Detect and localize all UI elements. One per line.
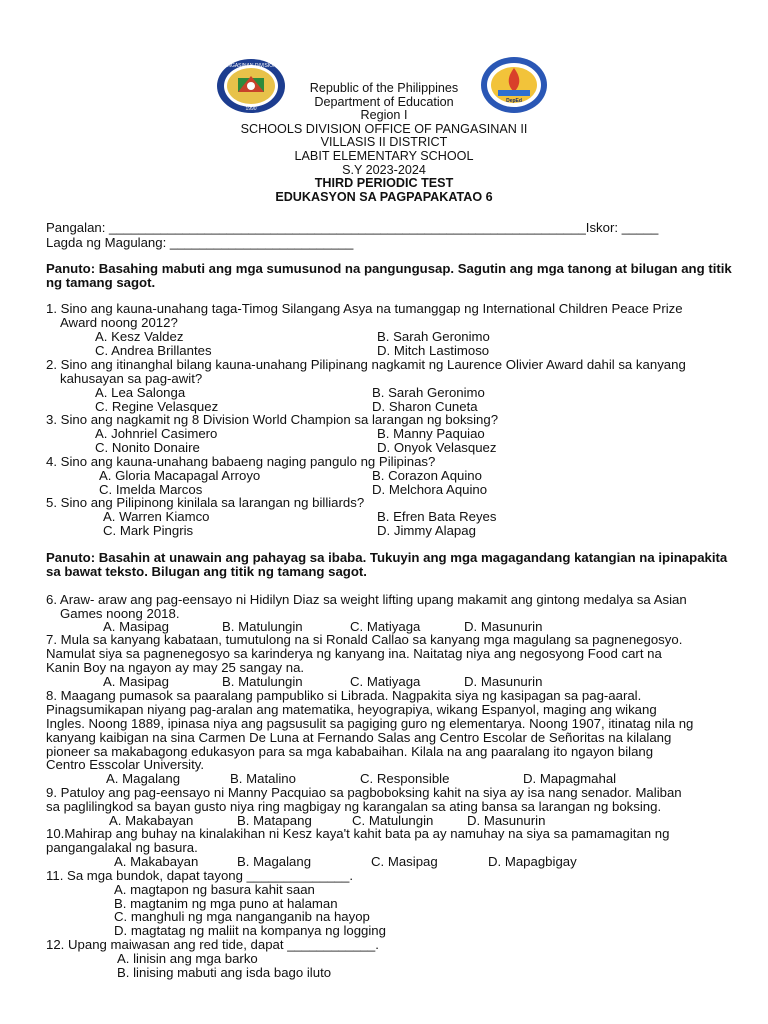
q8-choice-a[interactable]: A. Magalang <box>106 771 181 786</box>
q10-choice-b[interactable]: B. Magalang <box>237 854 312 869</box>
q6-choice-d[interactable]: D. Masunurin <box>464 619 543 634</box>
q1-choice-b[interactable]: B. Sarah Geronimo <box>377 329 490 344</box>
header-republic: Republic of the Philippines <box>309 81 459 95</box>
q6-choice-c[interactable]: C. Matiyaga <box>350 619 421 634</box>
document-header <box>0 82 768 204</box>
question-8-text-cont4: pioneer sa makabagong edukasyon para sa mga kababaihan. Kilala na ang paaralang ito ngayon bilang <box>46 744 654 759</box>
question-9-text-cont: sa paglilingkod sa bayan gusto niya ring magbigay ng karangalan sa ating bansa sa larangan ng boksing. <box>46 799 662 814</box>
q4-choice-a[interactable]: A. Gloria Macapagal Arroyo <box>99 468 261 483</box>
header-school-year: S.Y 2023-2024 <box>342 162 426 177</box>
q5-choice-c[interactable]: C. Mark Pingris <box>103 523 194 538</box>
q1-choice-d[interactable]: D. Mitch Lastimoso <box>377 343 490 358</box>
question-7-text: 7. Mula sa kanyang kabataan, tumutulong na si Ronald Callao sa kanyang mga magulang sa pagnenegosyo. <box>46 632 683 647</box>
name-score-field[interactable]: Pangalan: _________________________________________________________________Iskor: _____ <box>46 220 659 235</box>
header-district: VILLASIS II DISTRICT <box>320 135 448 150</box>
q9-choice-c[interactable]: C. Matulungin <box>352 813 434 828</box>
q7-choice-a[interactable]: A. Masipag <box>103 674 169 689</box>
instructions-part1: Panuto: Basahing mabuti ang mga sumusunod na pangungusap. Sagutin ang mga tanong at bilugan ang titik ng tamang sagot. <box>46 261 732 290</box>
q11-choice-a[interactable]: A. magtapon ng basura kahit saan <box>114 882 315 897</box>
q1-choice-c[interactable]: C. Andrea Brillantes <box>95 343 212 358</box>
question-1-text: 1. Sino ang kauna-unahang taga-Timog Silangang Asya na tumanggap ng International Children Peace Prize <box>46 301 683 316</box>
q10-choice-a[interactable]: A. Makabayan <box>114 854 199 869</box>
q5-choice-d[interactable]: D. Jimmy Alapag <box>377 523 476 538</box>
left-logo-text: PANGASINAN DIVISION II <box>221 63 281 69</box>
question-7-text-cont2: Kanin Boy na ngayon ay may 25 sangay na. <box>46 660 305 675</box>
question-3-text: 3. Sino ang nagkamit ng 8 Division World Champion sa larangan ng boksing? <box>46 412 499 427</box>
question-5-text: 5. Sino ang Pilipinong kinilala sa larangan ng billiards? <box>46 495 365 510</box>
question-6-text-cont: Games noong 2018. <box>60 606 180 621</box>
right-logo-text: DepEd <box>506 98 522 104</box>
header-department: Department of Education <box>314 94 454 109</box>
q8-choice-b[interactable]: B. Matalino <box>230 771 296 786</box>
question-7-text-cont1: Namulat siya sa pagnenegosyo sa karinderya ng kanyang ina. Naitatag niya ang negosyong Food cart na <box>46 646 662 661</box>
question-10-text-cont: pangangalakal ng basura. <box>46 840 198 855</box>
q11-choice-d[interactable]: D. magtatag ng maliit na kompanya ng logging <box>114 923 386 938</box>
question-11-text: 11. Sa mga bundok, dapat tayong ______________. <box>46 868 353 883</box>
q2-choice-d[interactable]: D. Sharon Cuneta <box>372 399 478 414</box>
header-school: LABIT ELEMENTARY SCHOOL <box>294 148 474 163</box>
question-8-text: 8. Maagang pumasok sa paaralang pampubliko si Librada. Nagpakita siya ng kasipagan sa pag-aaral. <box>46 688 642 703</box>
q2-choice-a[interactable]: A. Lea Salonga <box>95 385 186 400</box>
q4-choice-d[interactable]: D. Melchora Aquino <box>372 482 488 497</box>
q5-choice-a[interactable]: A. Warren Kiamco <box>103 509 210 524</box>
q1-choice-a[interactable]: A. Kesz Valdez <box>95 329 184 344</box>
q8-choice-c[interactable]: C. Responsible <box>360 771 450 786</box>
question-8-text-cont1: Pinagsumikapan niyang pag-aralan ang matematika, heyograpiya, wikang Espanyol, maging ang wikang <box>46 702 657 717</box>
q7-choice-c[interactable]: C. Matiyaga <box>350 674 421 689</box>
q6-choice-b[interactable]: B. Matulungin <box>222 619 303 634</box>
subject-title: EDUKASYON SA PAGPAPAKATAO 6 <box>275 189 493 204</box>
left-logo-year: 1990 <box>245 106 257 112</box>
q9-choice-b[interactable]: B. Matapang <box>237 813 312 828</box>
q6-choice-a[interactable]: A. Masipag <box>103 619 169 634</box>
parent-signature-field[interactable]: Lagda ng Magulang: _________________________ <box>46 235 354 250</box>
question-8-text-cont2: Ingles. Noong 1889, ipinasa niya ang pagsusulit sa pagiging guro ng elementarya. Noong 1907, itinatag nila ng <box>46 716 694 731</box>
q9-choice-d[interactable]: D. Masunurin <box>467 813 546 828</box>
question-4-text: 4. Sino ang kauna-unahang babaeng naging pangulo ng Pilipinas? <box>46 454 436 469</box>
q4-choice-c[interactable]: C. Imelda Marcos <box>99 482 203 497</box>
q2-choice-c[interactable]: C. Regine Velasquez <box>95 399 219 414</box>
test-title: THIRD PERIODIC TEST <box>314 176 454 191</box>
question-9-text: 9. Patuloy ang pag-eensayo ni Manny Pacquiao sa pagboboksing kahit na siya ay isa nang senador. Maliban <box>46 785 682 800</box>
header-region: Region I <box>360 108 408 123</box>
q5-choice-b[interactable]: B. Efren Bata Reyes <box>377 509 497 524</box>
question-10-text: 10.Mahirap ang buhay na kinalakihan ni Kesz kaya't kahit bata pa ay namuhay na siya sa pamamagitan ng <box>46 826 670 841</box>
question-8-text-cont3: kanyang kaibigan na sina Carmen De Luna at Fernando Salas ang Centro Escolar de Señoritas na kilalang <box>46 730 672 745</box>
q12-choice-b[interactable]: B. linising mabuti ang isda bago iluto <box>117 965 332 980</box>
q3-choice-a[interactable]: A. Johnriel Casimero <box>95 426 218 441</box>
q12-choice-a[interactable]: A. linisin ang mga barko <box>117 951 258 966</box>
q7-choice-d[interactable]: D. Masunurin <box>464 674 543 689</box>
q11-choice-b[interactable]: B. magtanim ng mga puno at halaman <box>114 896 338 911</box>
instructions-part2: Panuto: Basahin at unawain ang pahayag sa ibaba. Tukuyin ang mga magagandang katangian na ipinapakita sa bawat teksto. Bilugan ang titik ng tamang sagot. <box>46 550 728 579</box>
q4-choice-b[interactable]: B. Corazon Aquino <box>372 468 482 483</box>
question-2-text: 2. Sino ang itinanghal bilang kauna-unahang Pilipinang nagkamit ng Laurence Olivier Award dahil sa kanyang <box>46 357 686 372</box>
question-1-text-cont: Award noong 2012? <box>60 315 178 330</box>
header-division: SCHOOLS DIVISION OFFICE OF PANGASINAN II <box>240 121 528 136</box>
q3-choice-d[interactable]: D. Onyok Velasquez <box>377 440 497 455</box>
q3-choice-b[interactable]: B. Manny Paquiao <box>377 426 485 441</box>
q7-choice-b[interactable]: B. Matulungin <box>222 674 303 689</box>
q9-choice-a[interactable]: A. Makabayan <box>109 813 194 828</box>
q10-choice-d[interactable]: D. Mapagbigay <box>488 854 577 869</box>
question-12-text: 12. Upang maiwasan ang red tide, dapat ____________. <box>46 937 379 952</box>
q11-choice-c[interactable]: C. manghuli ng mga nanganganib na hayop <box>114 909 370 924</box>
q10-choice-c[interactable]: C. Masipag <box>371 854 438 869</box>
q8-choice-d[interactable]: D. Mapagmahal <box>523 771 617 786</box>
question-2-text-cont: kahusayan sa pag-awit? <box>60 371 203 386</box>
question-8-text-cont5: Centro Esscolar University. <box>46 757 205 772</box>
q2-choice-b[interactable]: B. Sarah Geronimo <box>372 385 485 400</box>
q3-choice-c[interactable]: C. Nonito Donaire <box>95 440 200 455</box>
question-6-text: 6. Araw- araw ang pag-eensayo ni Hidilyn Diaz sa weight lifting upang makamit ang gintong medalya sa Asian <box>46 592 687 607</box>
